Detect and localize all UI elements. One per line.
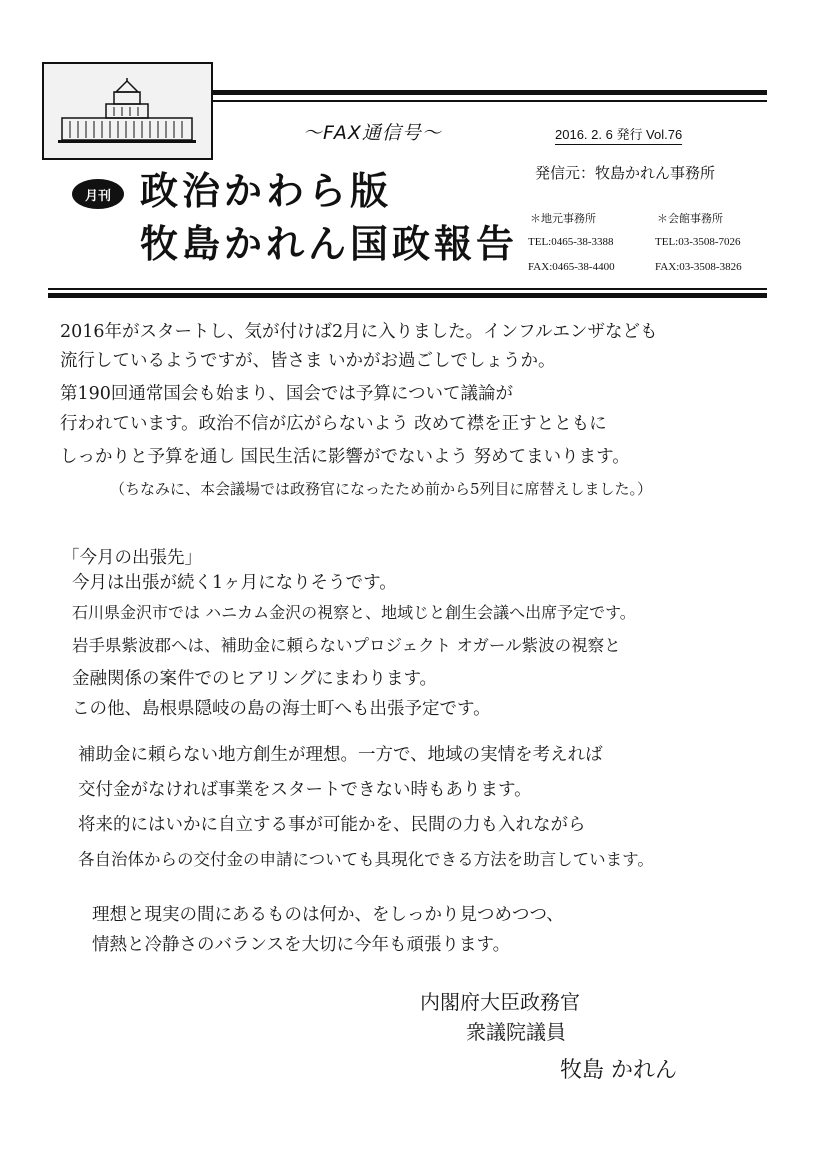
body-note-line: （ちなみに、本会議場では政務官になったため前から5列目に席替えしました。） — [110, 480, 653, 498]
local-office-heading: ＊地元事務所 — [530, 212, 596, 225]
fax-title: ～FAX通信号～ — [303, 122, 442, 144]
hall-office-fax: FAX:03-3508-3826 — [655, 261, 742, 273]
local-office-tel: TEL:0465-38-3388 — [528, 236, 614, 248]
body-line: 行われています。政治不信が広がらないよう 改めて襟を正すとともに — [60, 414, 607, 434]
body-line: しっかりと予算を通し 国民生活に影響がでないよう 努めてまいります。 — [60, 447, 630, 467]
body-line: 今月は出張が続く1ヶ月になりそうです。 — [72, 573, 397, 593]
body-line: 補助金に頼らない地方創生が理想。一方で、地域の実情を考えれば — [78, 745, 603, 765]
body-line: 石川県金沢市では ハニカム金沢の視察と、地域じと創生会議へ出席予定です。 — [72, 603, 636, 622]
signature-position: 衆議院議員 — [466, 1020, 566, 1044]
body-rule-thick — [48, 293, 767, 298]
issue-date-volume: 2016. 2. 6 発行 Vol.76 — [555, 124, 682, 145]
body-line: 2016年がスタートし、気が付けば2月に入りました。インフルエンザなども — [60, 322, 658, 342]
diet-building-logo — [42, 62, 213, 160]
header-rule-thin — [212, 100, 767, 102]
sender: 発信元：牧島かれん事務所 — [535, 164, 716, 182]
section-heading: 「今月の出張先」 — [62, 548, 202, 568]
hall-office-heading: ＊会館事務所 — [657, 212, 723, 225]
body-rule-thin — [48, 288, 767, 290]
body-line: 各自治体からの交付金の申請についても具現化できる方法を助言しています。 — [78, 850, 654, 869]
body-line: 流行しているようですが、皆さま いかがお過ごしでしょうか。 — [60, 351, 556, 371]
body-line: 情熱と冷静さのバランスを大切に今年も頑張ります。 — [92, 935, 511, 955]
body-line: 金融関係の案件でのヒアリングにまわります。 — [72, 669, 438, 689]
newsletter-title: 政治かわら版 — [140, 169, 393, 213]
signature-name: 牧島 かれん — [560, 1058, 677, 1083]
newsletter-subtitle: 牧島かれん国政報告 — [140, 222, 519, 266]
body-line: 交付金がなければ事業をスタートできない時もあります。 — [78, 780, 532, 800]
header-rule-thick — [212, 90, 767, 95]
body-line: 第190回通常国会も始まり、国会では予算について議論が — [60, 384, 514, 404]
hall-office-tel: TEL:03-3508-7026 — [655, 236, 741, 248]
body-line: 理想と現実の間にあるものは何か、をしっかり見つめつつ、 — [92, 905, 564, 925]
body-line: この他、島根県隠岐の島の海士町へも出張予定です。 — [72, 699, 491, 719]
signature-title: 内閣府大臣政務官 — [420, 990, 580, 1014]
local-office-fax: FAX:0465-38-4400 — [528, 261, 615, 273]
body-line: 将来的にはいかに自立する事が可能かを、民間の力も入れながら — [78, 815, 586, 835]
monthly-badge: 月刊 — [72, 179, 124, 209]
body-line: 岩手県紫波郡へは、補助金に頼らないプロジェクト オガール紫波の視察と — [72, 636, 621, 655]
diet-building-icon — [58, 78, 196, 144]
